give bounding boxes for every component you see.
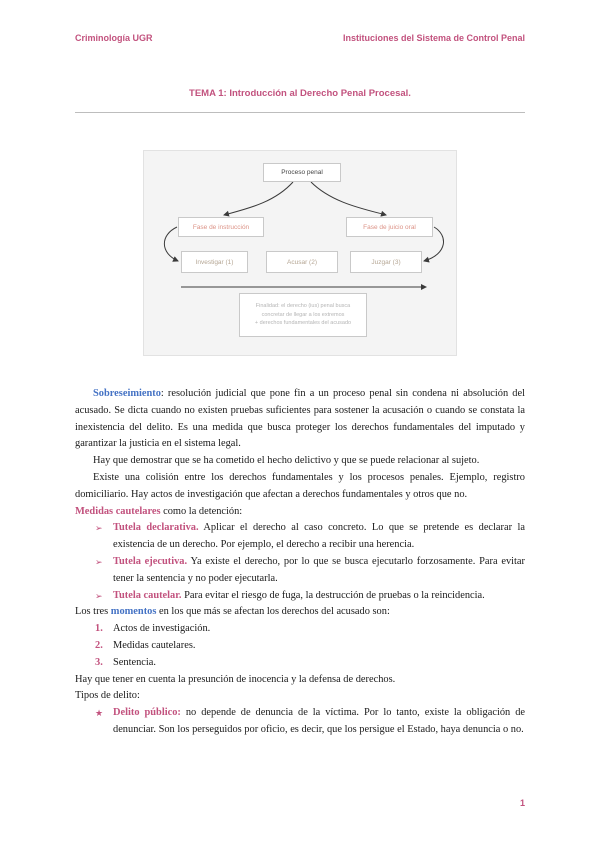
diagram-note-line: + derechos fundamentales del acusado <box>254 320 352 327</box>
diagram-note-line: Finalidad: el derecho (ius) penal busca <box>255 302 351 309</box>
paragraph-text: en los que más se afectan los derechos del acusado son: <box>156 606 390 618</box>
list-item-text <box>113 554 525 588</box>
diagram-box-fase-instruccion: Fase de instrucción <box>178 217 264 237</box>
diagram-note-line: concretar de llegar a los extremos <box>261 311 345 318</box>
numbered-item-text: Actos de investigación. <box>113 623 211 635</box>
term-sobreseimiento: Sobreseimiento <box>93 388 161 399</box>
list-item <box>75 520 525 554</box>
list-item-text <box>113 588 525 605</box>
number-label: 1. <box>95 623 103 635</box>
list-item-text <box>113 705 525 739</box>
diagram-note-box <box>239 293 367 337</box>
paragraph-momentos <box>75 604 525 621</box>
list-item-body: Ya existe el derecho, por lo que se busca ejecutarlo forzosamente. Para evitar tener la sentencia y no poder ejecutarla. <box>113 555 526 584</box>
term-momentos: momentos <box>110 606 157 618</box>
title-divider <box>75 112 525 113</box>
diagram-box-investigar: Investigar (1) <box>181 251 248 273</box>
term-tutela-declarativa: Tutela declarativa. <box>113 522 199 534</box>
arrow-bullet-icon: ➢ <box>95 523 103 534</box>
number-label: 2. <box>95 639 103 651</box>
term-tutela-ejecutiva: Tutela ejecutiva. <box>113 555 188 567</box>
page-number: 1 <box>519 798 525 808</box>
diagram-box-fase-juicio-oral: Fase de juicio oral <box>346 217 433 237</box>
term-delito-publico: Delito público: <box>113 707 181 719</box>
page-header <box>75 33 525 43</box>
paragraph-text: : resolución judicial que pone fin a un proceso penal sin condena ni absolución del acusado. Se dicta cuando no existen pruebas suficientes para sostener la acusación o cuando se constata la inexistencia del delito. Es una medida que busca proteger los derechos fundamentales del imputado y garantizar la justicia en el sistema legal. <box>75 388 525 450</box>
body-text <box>75 386 525 739</box>
numbered-item <box>75 621 525 638</box>
list-item <box>75 588 525 605</box>
numbered-item-text: Sentencia. <box>113 656 156 668</box>
list-item-body: Aplicar el derecho al caso concreto. Lo que se pretende es declarar la existencia de un derecho. Por ejemplo, el derecho a recibir una herencia. <box>113 522 526 551</box>
arrow-bullet-icon: ➢ <box>95 590 103 601</box>
paragraph-colision: Existe una colisión entre los derechos fundamentales y los procesos penales. Ejemplo, registro domiciliario. Hay actos de investigación que afectan a derechos fundamentales y otros que no. <box>75 471 525 500</box>
numbered-item <box>75 638 525 655</box>
diagram-box-juzgar: Juzgar (3) <box>350 251 422 273</box>
star-bullet-icon: ★ <box>95 708 104 719</box>
paragraph-medidas-cautelares <box>75 504 525 521</box>
paragraph-text: como la detención: <box>160 505 243 517</box>
number-label: 3. <box>95 656 103 668</box>
list-item-body: no depende de denuncia de la víctima. Por lo tanto, existe la obligación de denunciar. Son los perseguidos por oficio, es decir, que los persigue el Estado, haya denuncia o no. <box>113 707 525 735</box>
header-left: Criminología UGR <box>75 33 153 43</box>
list-item-text <box>113 520 525 554</box>
page-title: TEMA 1: Introducción al Derecho Penal Procesal. <box>189 88 411 99</box>
diagram-box-proceso-penal: Proceso penal <box>263 163 341 182</box>
paragraph-sobreseimiento <box>75 386 525 453</box>
term-tutela-cautelar: Tutela cautelar. <box>113 589 182 601</box>
paragraph-tipos-delito: Tipos de delito: <box>75 690 140 702</box>
list-item-body: Para evitar el riesgo de fuga, la destrucción de pruebas o la reincidencia. <box>181 589 485 601</box>
diagram-panel <box>143 150 457 356</box>
star-list-item <box>75 705 525 739</box>
term-medidas-cautelares: Medidas cautelares <box>75 505 161 517</box>
arrow-bullet-icon: ➢ <box>95 556 103 567</box>
paragraph-presuncion: Hay que tener en cuenta la presunción de inocencia y la defensa de derechos. <box>75 673 396 685</box>
diagram-box-acusar: Acusar (2) <box>266 251 338 273</box>
numbered-item <box>75 655 525 672</box>
list-item <box>75 554 525 588</box>
paragraph-demostrar: Hay que demostrar que se ha cometido el hecho delictivo y que se puede relacionar al sujeto. <box>93 455 480 467</box>
numbered-item-text: Medidas cautelares. <box>113 639 196 651</box>
header-right: Instituciones del Sistema de Control Penal <box>342 33 525 43</box>
paragraph-text: Los tres <box>75 606 111 618</box>
